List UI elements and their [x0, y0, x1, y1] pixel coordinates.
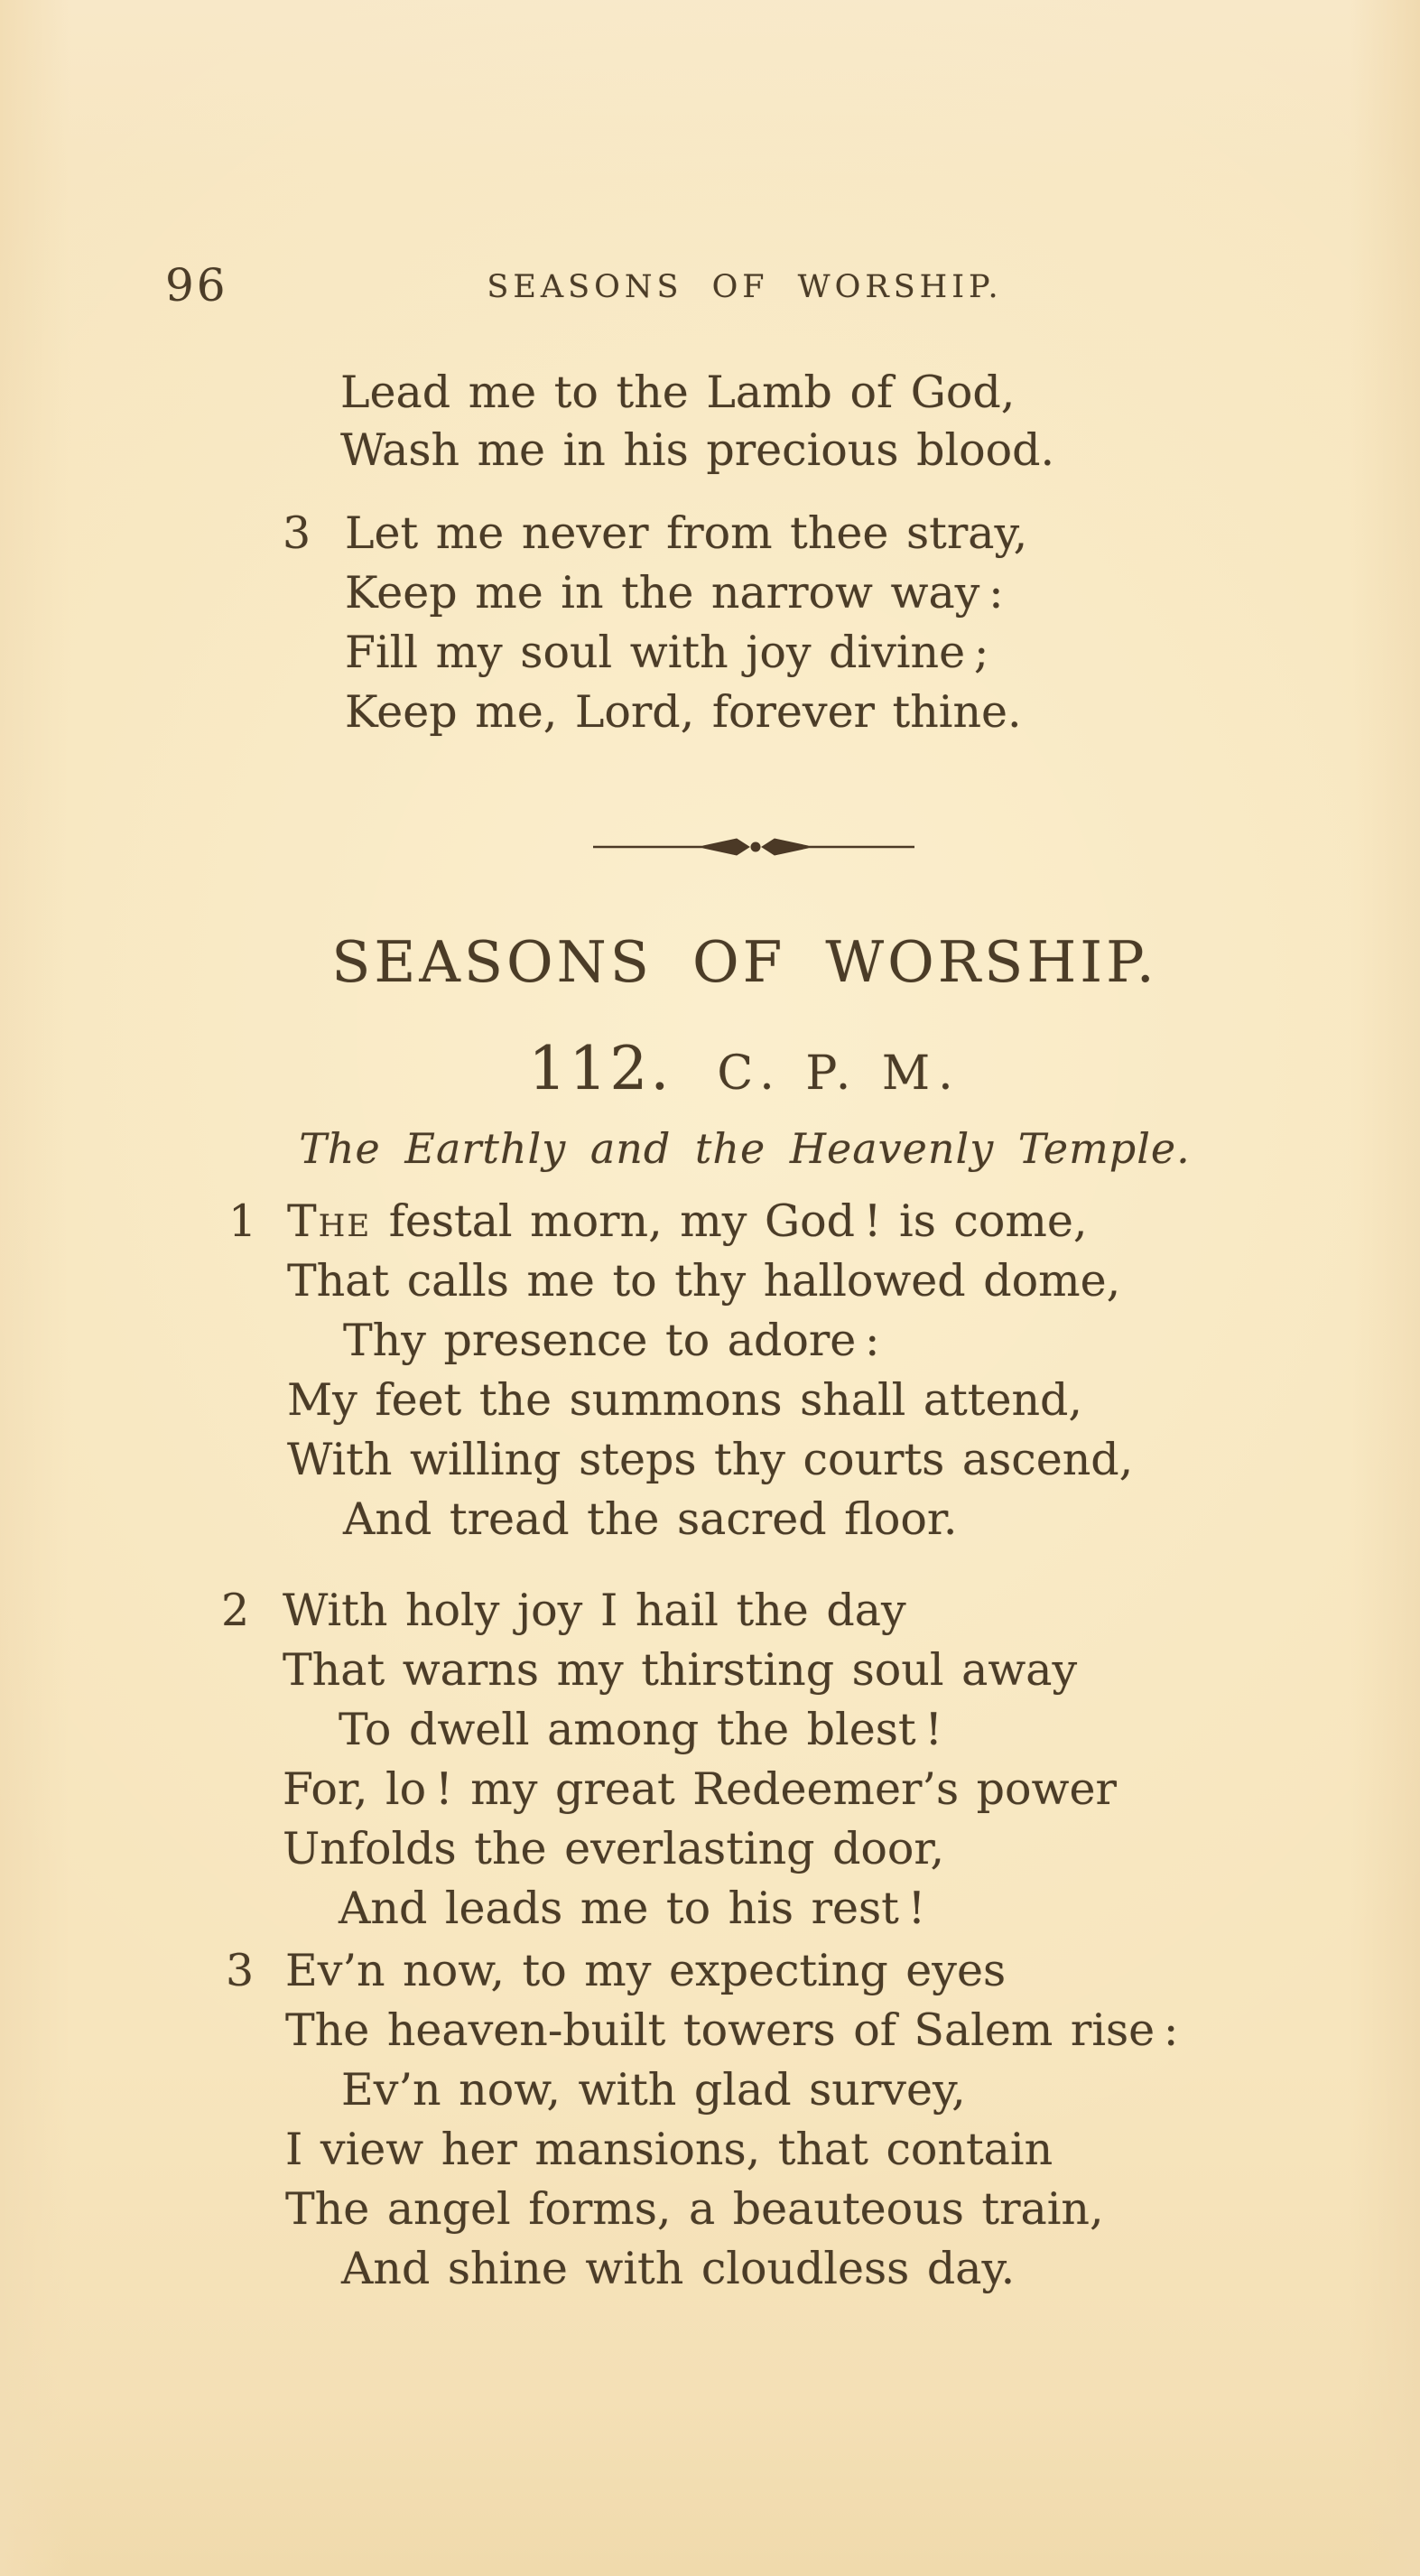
previous-hymn-continuation-lines — [340, 364, 1054, 479]
verse-line: With willing steps thy courts ascend, — [287, 1434, 1134, 1485]
verse-line: Wash me in his precious blood. — [340, 424, 1055, 476]
hymn-meter: C. P. M. — [717, 1046, 961, 1101]
verse-lines — [283, 1581, 1420, 1939]
verse-line: For, lo ! my great Redeemer’s power — [283, 1763, 1117, 1815]
verse-number: 3 — [226, 1945, 255, 1996]
verse-line: Lead me to the Lamb of God, — [340, 367, 1016, 418]
verse-number: 1 — [228, 1195, 257, 1247]
small-caps-word: The — [287, 1195, 372, 1247]
verse-line: Keep me in the narrow way : — [345, 567, 1004, 618]
section-divider-ornament — [589, 835, 918, 859]
hymn-verse-2 — [0, 1581, 1420, 1939]
verse-lines — [287, 1192, 1420, 1549]
verse-line: With holy joy I hail the day — [283, 1585, 906, 1636]
hymn-heading — [68, 1034, 1420, 1117]
verse-line: Ev’n now, with glad survey, — [341, 2064, 966, 2116]
verse-line: And tread the sacred floor. — [343, 1493, 958, 1545]
hymn-verse-3 — [0, 1941, 1420, 2299]
verse-line: The angel forms, a beauteous train, — [285, 2183, 1104, 2235]
verse-line: Thy presence to adore : — [343, 1315, 880, 1366]
verse-line: That warns my thirsting soul away — [283, 1644, 1078, 1696]
verse-line: Let me never from thee stray, — [345, 507, 1028, 559]
hymn-verse-1 — [0, 1192, 1420, 1549]
verse-lines — [285, 1941, 1420, 2299]
divider-rule-icon — [593, 839, 914, 855]
verse-line: The festal morn, my God ! is come, — [287, 1195, 1088, 1247]
verse-line: To dwell among the blest ! — [339, 1704, 943, 1755]
hymn-subtitle: The Earthly and the Heavenly Temple. — [299, 1124, 1191, 1173]
verse-line: And leads me to his rest ! — [339, 1883, 926, 1934]
previous-hymn-verse — [0, 504, 1420, 742]
page-number: 96 — [165, 259, 228, 312]
verse-line: The heaven-built towers of Salem rise : — [285, 2004, 1179, 2056]
hymn-number: 112. — [528, 1034, 673, 1103]
verse-line: My feet the summons shall attend, — [287, 1374, 1082, 1426]
verse-line: I view her mansions, that contain — [285, 2124, 1053, 2175]
verse-line: That calls me to thy hallowed dome, — [287, 1255, 1121, 1307]
verse-line: Unfolds the everlasting door, — [283, 1823, 945, 1874]
verse-line: Ev’n now, to my expecting eyes — [285, 1945, 1007, 1996]
verse-line: And shine with cloudless day. — [341, 2243, 1016, 2294]
verse-number: 2 — [221, 1585, 250, 1636]
verse-lines — [345, 504, 1420, 742]
verse-line: Keep me, Lord, forever thine. — [345, 686, 1022, 738]
verse-line: Fill my soul with joy divine ; — [345, 627, 989, 678]
verse-number: 3 — [283, 507, 311, 559]
section-title: SEASONS OF WORSHIP. — [331, 929, 1158, 995]
running-header: SEASONS OF WORSHIP. — [487, 269, 1003, 305]
